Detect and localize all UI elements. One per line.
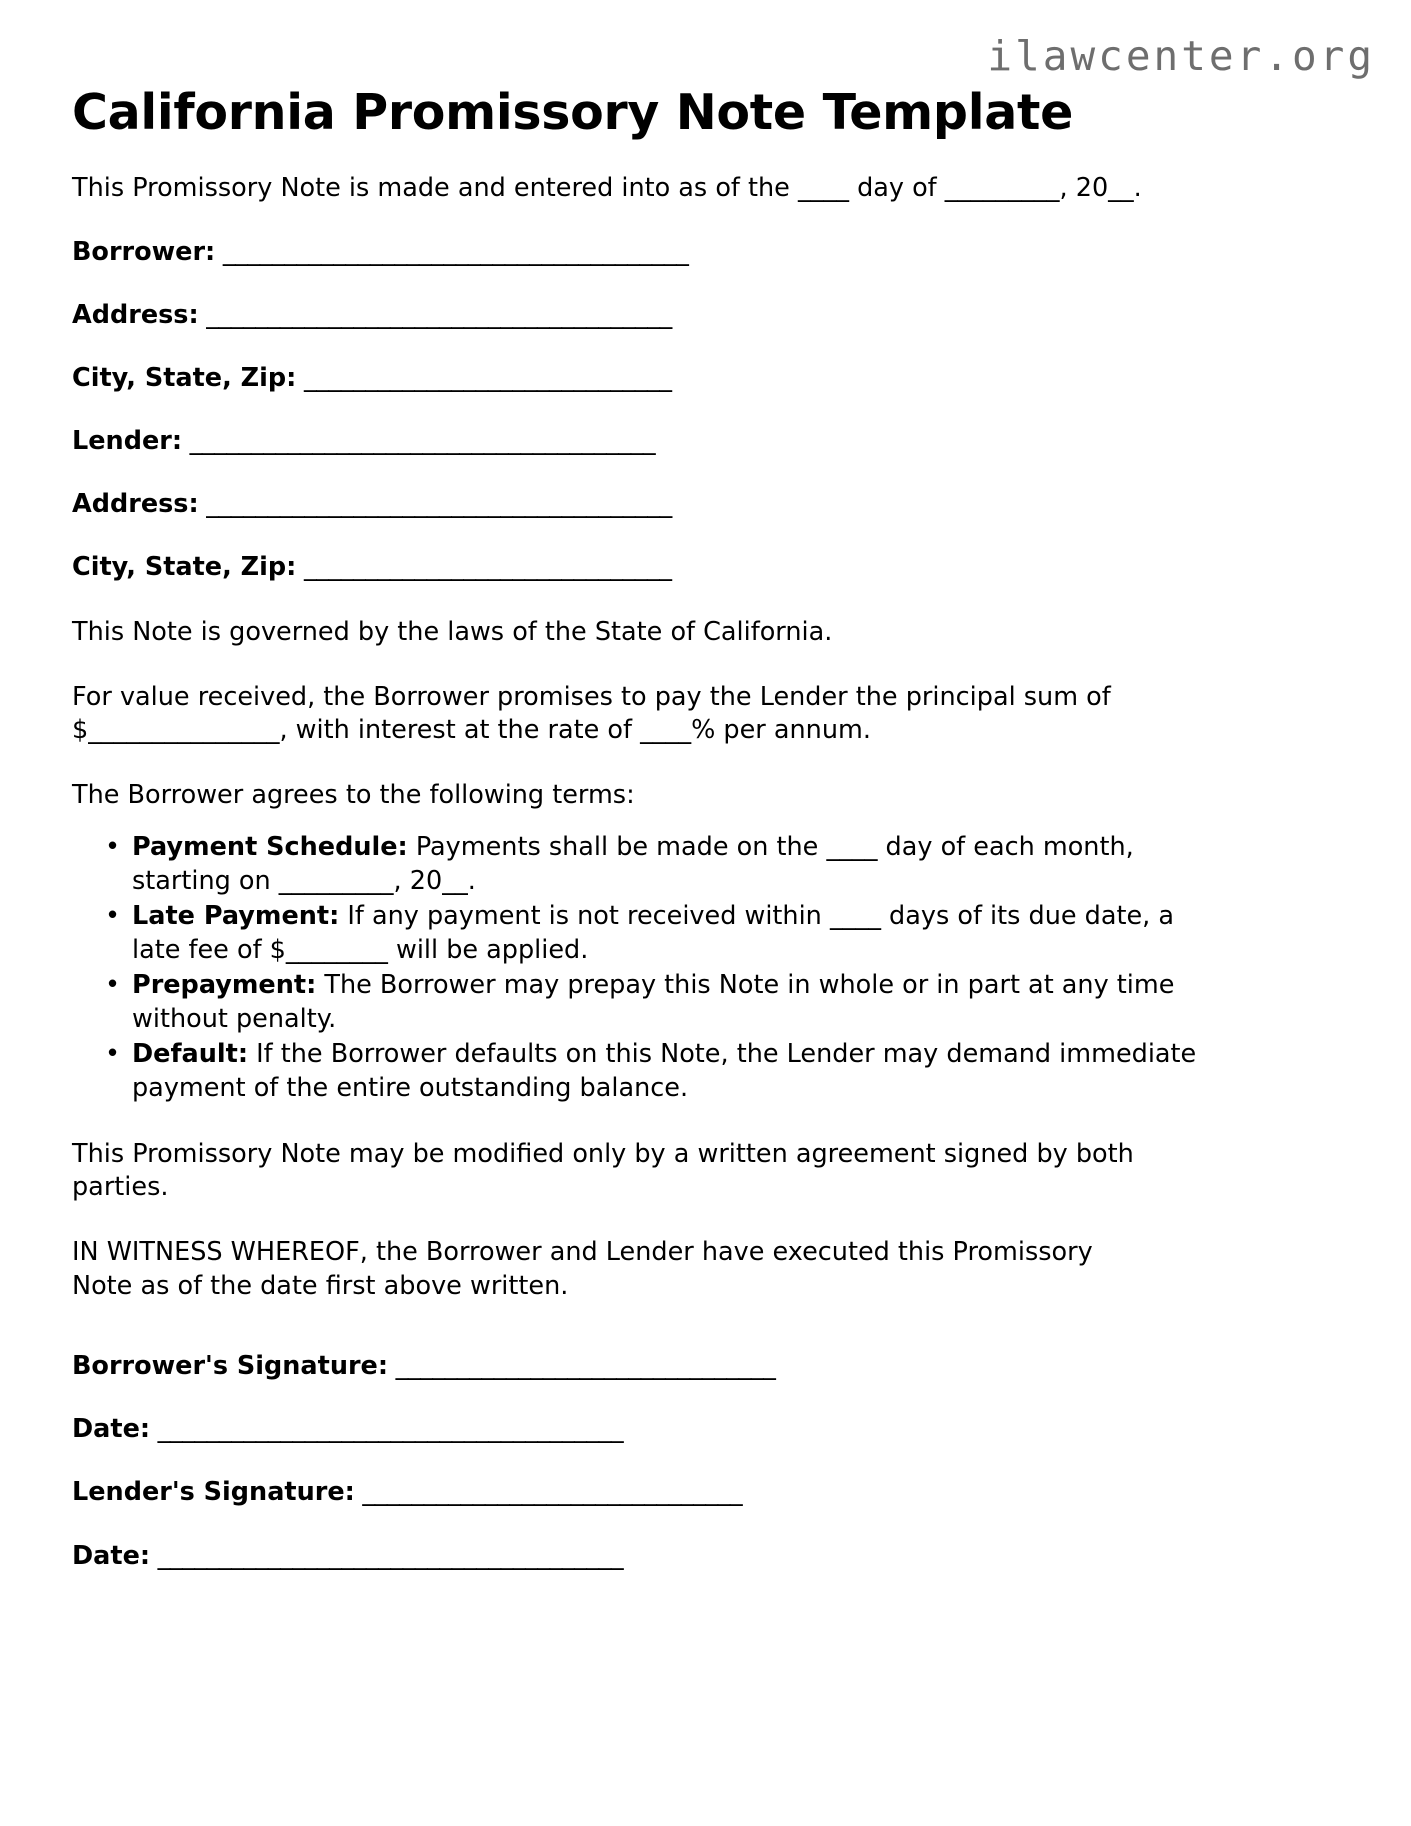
field-lender-address-label: Address: [72,489,199,520]
field-lender [72,395,1339,458]
field-borrower-blank[interactable]: ______________________________________ [215,236,689,267]
field-borrower-city-state-zip [72,332,1339,395]
field-borrower [72,206,1339,269]
page-title: California Promissory Note Template [72,84,1074,141]
field-lender-date-blank[interactable]: ______________________________________ [150,1540,624,1571]
term-late-payment-text: If any payment is not received within ____ days of its due date, a late fee of $________ will be applied. [132,901,1174,965]
terms-intro-paragraph: The Borrower agrees to the following terms: [72,780,635,811]
intro-paragraph: This Promissory Note is made and entered into as of the ____ day of _________, 20__. [72,172,1142,203]
field-lender-label: Lender: [72,426,183,457]
field-borrower-label: Borrower: [72,236,216,267]
field-lender-signature-blank[interactable]: _______________________________ [354,1477,743,1508]
field-borrower-signature-label: Borrower's Signature: [72,1351,389,1382]
term-prepayment-text: The Borrower may prepay this Note in whole or in part at any time without penalty. [132,969,1175,1034]
field-borrower-address-label: Address: [72,299,199,330]
list-item [72,1038,1204,1106]
list-item [72,969,1204,1037]
term-prepayment-label: Prepayment: [132,969,317,1000]
signature-block [72,1304,1339,1573]
terms-list [72,813,1339,1105]
term-default-label: Default: [132,1038,249,1069]
field-borrower-city-state-zip-blank[interactable]: ______________________________ [296,363,672,394]
consideration-paragraph: For value received, the Borrower promises to pay the Lender the principal sum of $_______________, with interest at the rate of ____% per annum. [72,681,1111,746]
field-lender-signature-label: Lender's Signature: [72,1477,355,1508]
field-lender-date-label: Date: [72,1540,151,1571]
field-lender-blank[interactable]: ______________________________________ [182,426,656,457]
field-lender-address [72,458,1339,521]
term-payment-schedule-text: Payments shall be made on the ____ day of each month, starting on _________, 20__. [132,832,1134,897]
field-lender-signature [72,1446,1339,1509]
field-lender-address-blank[interactable]: ______________________________________ [198,489,672,520]
field-lender-date [72,1510,1339,1573]
field-borrower-address-blank[interactable]: ______________________________________ [198,299,672,330]
field-borrower-city-state-zip-label: City, State, Zip: [72,363,297,394]
field-borrower-address [72,269,1339,332]
field-borrower-signature-blank[interactable]: _______________________________ [388,1351,776,1382]
field-borrower-date [72,1383,1339,1446]
site-watermark: ilawcenter.org [987,32,1375,80]
witness-paragraph: IN WITNESS WHEREOF, the Borrower and Lender have executed this Promissory Note as of the date first above written. [72,1237,1093,1302]
modification-paragraph: This Promissory Note may be modified only by a written agreement signed by both parties. [72,1138,1134,1203]
term-payment-schedule-label: Payment Schedule: [132,832,408,863]
term-default-text: If the Borrower defaults on this Note, the Lender may demand immediate payment of the entire outstanding balance. [132,1038,1197,1103]
governing-law-paragraph: This Note is governed by the laws of the State of California. [72,616,833,647]
field-borrower-date-blank[interactable]: ______________________________________ [150,1414,624,1445]
field-lender-city-state-zip-label: City, State, Zip: [72,552,297,583]
list-item [72,831,1204,899]
field-borrower-date-label: Date: [72,1414,151,1445]
field-borrower-signature [72,1320,1339,1383]
field-lender-city-state-zip-blank[interactable]: ______________________________ [296,552,672,583]
list-item [72,900,1204,968]
term-late-payment-label: Late Payment: [132,901,340,932]
field-lender-city-state-zip [72,521,1339,584]
